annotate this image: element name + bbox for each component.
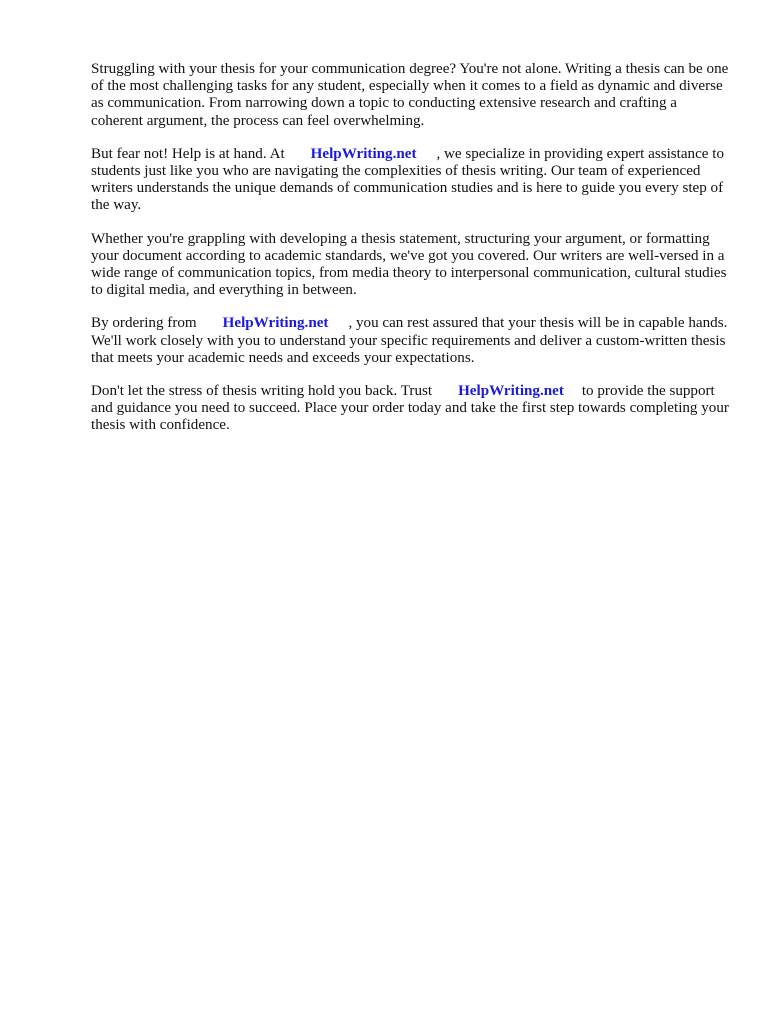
paragraph-ordering-text-end: , you can rest assured that your thesis will be in capable hands. We'll work closely with you to understand your specific requirements and deliver a custom-written thesis that meets your academic needs and exceeds your expectations. xyxy=(91,315,728,366)
helpwriting-link[interactable]: HelpWriting.net xyxy=(222,315,329,332)
paragraph-closing-text-start: Don't let the stress of thesis writing hold you back. Trust xyxy=(91,383,433,400)
paragraph-ordering xyxy=(91,315,731,367)
paragraph-help xyxy=(91,146,731,215)
paragraph-ordering-text-start: By ordering from xyxy=(91,315,197,332)
paragraph-services: Whether you're grappling with developing a thesis statement, structuring your argument, or formatting your document according to academic standards, we've got you covered. Our writers are well-versed in a wide range of communication topics, from media theory to interpersonal communication, cultural studies to digital media, and everything in between. xyxy=(91,230,727,299)
helpwriting-link[interactable]: HelpWriting.net xyxy=(458,383,564,400)
paragraph-help-text-start: But fear not! Help is at hand. At xyxy=(91,145,285,162)
document-body xyxy=(91,61,731,451)
paragraph-closing-text-end: to provide the support and guidance you need to succeed. Place your order today and take the first step towards completing your thesis with confidence. xyxy=(91,383,729,434)
paragraph-help-text-end: , we specialize in providing expert assistance to students just like you who are navigating the complexities of thesis writing. Our team of experienced writers understands the unique demands of communication studies and is here to guide you every step of the way. xyxy=(91,145,724,214)
paragraph-intro: Struggling with your thesis for your communication degree? You're not alone. Writing a thesis can be one of the most challenging tasks for any student, especially when it comes to a field as dynamic and diverse as communication. From narrowing down a topic to conducting extensive research and crafting a coherent argument, the process can feel overwhelming. xyxy=(91,61,729,129)
helpwriting-link[interactable]: HelpWriting.net xyxy=(310,145,417,162)
paragraph-closing xyxy=(91,383,731,435)
